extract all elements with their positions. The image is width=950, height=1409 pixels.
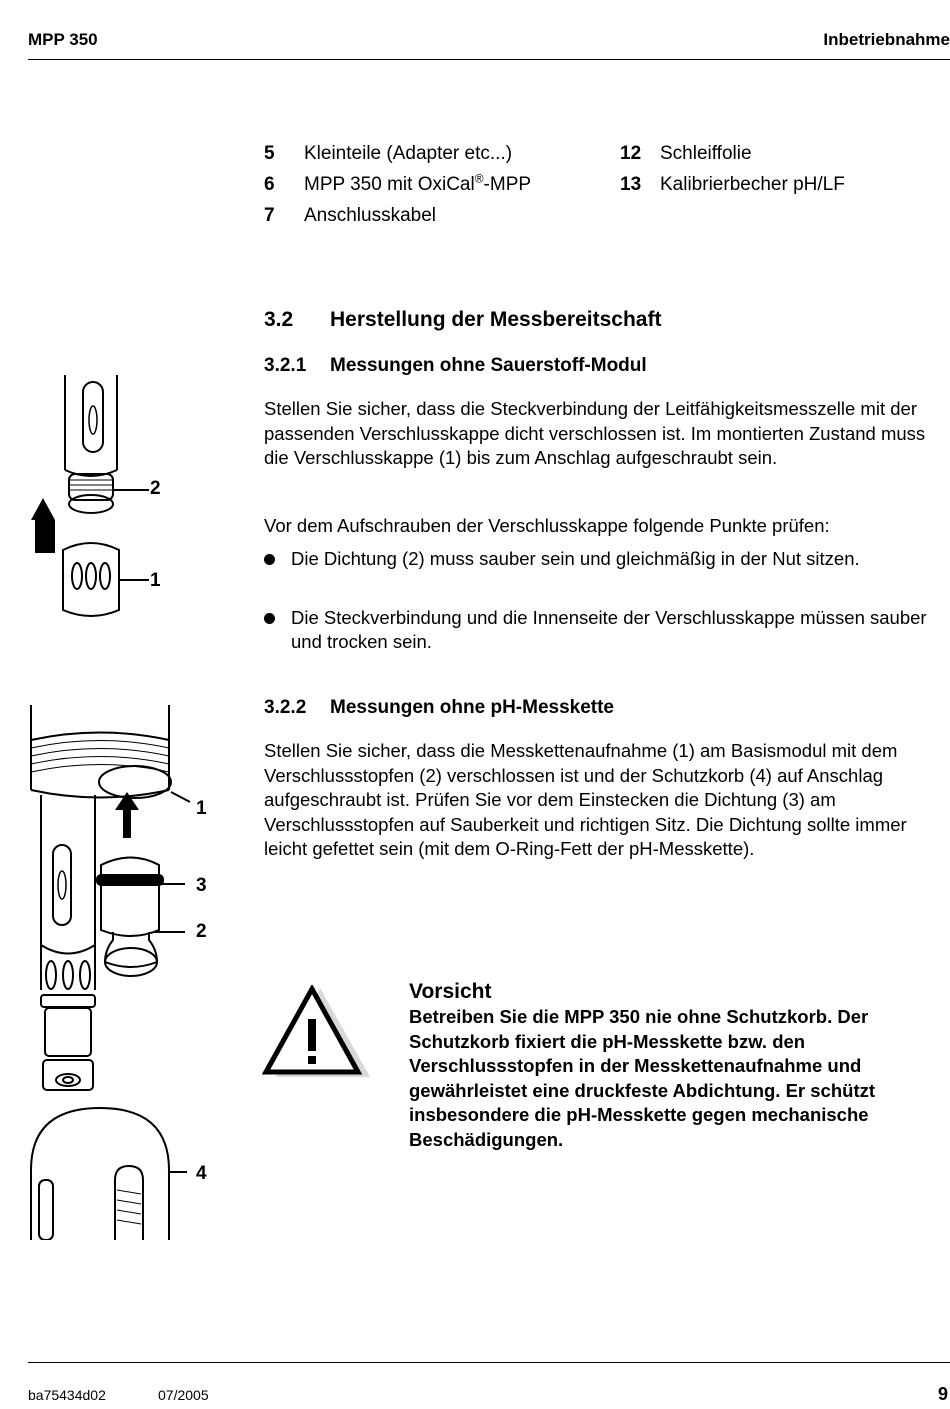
paragraph: Vor dem Aufschrauben der Verschlusskappe folgende Punkte prüfen: [264,515,830,536]
bullet-item: Die Steckverbindung und die Innenseite der Verschlusskappe müssen sauber und trocken sein. [264,606,950,655]
bullet-item: Die Dichtung (2) muss sauber sein und gleichmäßig in der Nut sitzen. [264,547,950,572]
figure-label-1: 1 [196,798,207,819]
caution-title: Vorsicht [409,980,492,1003]
footer-doc-id: ba75434d02 [28,1387,106,1403]
caution-text: Betreiben Sie die MPP 350 nie ohne Schutzkorb. Der Schutzkorb fixiert die pH-Messkette bzw. den Verschlussstopfen in der Messkettenaufnahme und gewährleistet eine druckfeste Abdichtung. Er schützt insbesondere die pH-Messkette gegen mechanische Beschädigungen. [409,1006,876,1150]
list-item: 5 Kleinteile (Adapter etc...) [264,143,513,164]
running-header-right: Inbetriebnahme [823,30,950,49]
list-item: 7 Anschlusskabel [264,205,437,226]
running-header-left: MPP 350 [28,30,98,49]
section-heading-3-2: 3.2 Herstellung der Messbereitschaft [264,308,662,331]
conductivity-cell-figure [25,370,205,630]
parts-list-right [620,138,940,200]
list-item: 6 MPP 350 mit OxiCal®-MPP [264,171,532,195]
figure-label-2: 2 [196,921,207,942]
list-item: 13 Kalibrierbecher pH/LF [620,174,845,195]
header-rule [28,59,950,60]
paragraph: Stellen Sie sicher, dass die Steckverbindung der Leitfähigkeitsmesszelle mit der passenden Verschlusskappe dicht verschlossen ist. Im montierten Zustand muss die Verschlusskappe (1) bis zum Anschlag aufgeschraubt sein. [264,398,926,468]
ph-module-figure [25,700,210,1240]
parts-list-left [264,138,604,231]
figure-label-4: 4 [196,1163,207,1184]
list-item: 12 Schleiffolie [620,143,752,164]
figure-label-1: 1 [150,570,161,591]
footer-rule [28,1362,950,1363]
figure-label-2: 2 [150,478,161,499]
section-heading-3-2-2: 3.2.2 Messungen ohne pH-Messkette [264,697,614,718]
footer-date: 07/2005 [158,1387,209,1403]
warning-triangle-icon [262,985,372,1080]
paragraph: Stellen Sie sicher, dass die Messkettenaufnahme (1) am Basismodul mit dem Verschlussstopfen (2) verschlossen ist und der Schutzkorb (4) auf Anschlag aufgeschraubt ist. Prüfen Sie vor dem Einstecken die Dichtung (3) am Verschlussstopfen auf Sauberkeit und richtigen Sitz. Die Dichtung sollte immer leicht gefettet sein (mit dem O-Ring-Fett der pH-Messkette). [264,740,907,859]
figure-label-3: 3 [196,875,207,896]
section-heading-3-2-1: 3.2.1 Messungen ohne Sauerstoff-Modul [264,355,647,376]
page-number: 9 [937,1384,948,1404]
